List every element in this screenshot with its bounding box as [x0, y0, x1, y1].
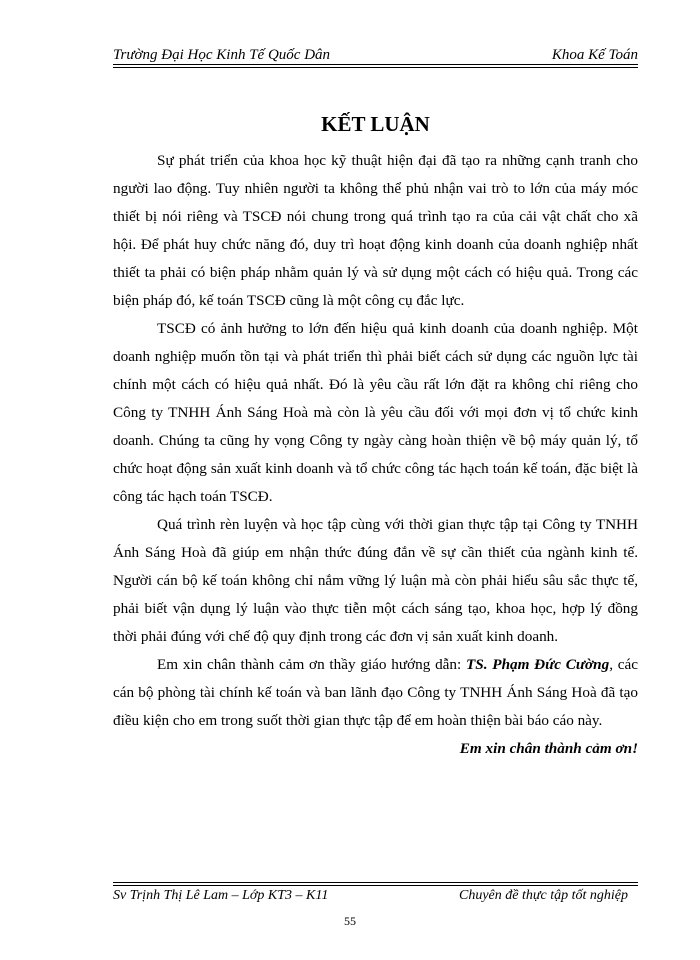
page-title: KẾT LUẬN	[321, 112, 430, 136]
paragraph-2: TSCĐ có ảnh hưởng to lớn đến hiệu quả kinh doanh của doanh nghiệp. Một doanh nghiệp muốn tồn tại và phát triển thì phải biết cách sử dụng các nguồn lực tài chính một cách có hiệu quả nhất. Đó là yêu cầu rất lớn đặt ra không chỉ riêng cho Công ty TNHH Ánh Sáng Hoà mà còn là yêu cầu đối với mọi đơn vị tổ chức kinh doanh. Chúng ta cũng hy vọng Công ty ngày càng hoàn thiện về bộ máy quản lý, tổ chức hoạt động sản xuất kinh doanh và tổ chức công tác hạch toán kế toán, đặc biệt là công tác hạch toán TSCĐ.	[113, 320, 638, 505]
footer-report-type: Chuyên đề thực tập tốt nghiệp	[459, 888, 628, 903]
paragraph-1: Sự phát triển của khoa học kỹ thuật hiện đại đã tạo ra những cạnh tranh cho người lao động. Tuy nhiên người ta không thể phủ nhận vai trò to lớn của máy móc thiết bị nói riêng và TSCĐ nói chung trong quá trình tạo ra của cải vật chất cho xã hội. Để phát huy chức năng đó, duy trì hoạt động kinh doanh của doanh nghiệp nhất thiết ta phải có biện pháp nhằm quản lý và sử dụng một cách có hiệu quả. Trong các biện pháp đó, kế toán TSCĐ cũng là một công cụ đắc lực.	[113, 152, 638, 309]
advisor-name: TS. Phạm Đức Cường	[466, 656, 610, 673]
page-header	[113, 38, 638, 64]
page-footer	[113, 888, 628, 904]
thanks-rest: , các cán bộ phòng tài chính kế toán và ban lãnh đạo Công ty TNHH Ánh Sáng Hoà đã tạo điều kiện cho em trong suốt thời gian thực tập để em hoàn thiện bài báo cáo này.	[113, 656, 638, 729]
closing-line: Em xin chân thành cảm ơn!	[459, 740, 638, 757]
footer-rule	[113, 882, 638, 886]
header-university: Trường Đại Học Kinh Tế Quốc Dân	[113, 47, 331, 63]
header-rule	[113, 64, 638, 68]
page-number: 55	[344, 914, 356, 928]
paragraph-3: Quá trình rèn luyện và học tập cùng với thời gian thực tập tại Công ty TNHH Ánh Sáng Hoà đã giúp em nhận thức đúng đắn về sự cần thiết của ngành kinh tế. Người cán bộ kế toán không chỉ nắm vững lý luận mà còn phải hiểu sâu sắc thực tế, phải biết vận dụng lý luận vào thực tiễn một cách sáng tạo, khoa học, hợp lý đồng thời phải đúng với chế độ quy định trong các đơn vị sản xuất kinh doanh.	[113, 516, 638, 645]
footer-student: Sv Trịnh Thị Lê Lam – Lớp KT3 – K11	[113, 888, 329, 903]
document-body	[113, 147, 638, 763]
thanks-intro: Em xin chân thành cảm ơn thầy giáo hướng dẫn:	[157, 656, 466, 673]
paragraph-thanks	[113, 651, 638, 735]
header-faculty: Khoa Kế Toán	[551, 47, 638, 63]
